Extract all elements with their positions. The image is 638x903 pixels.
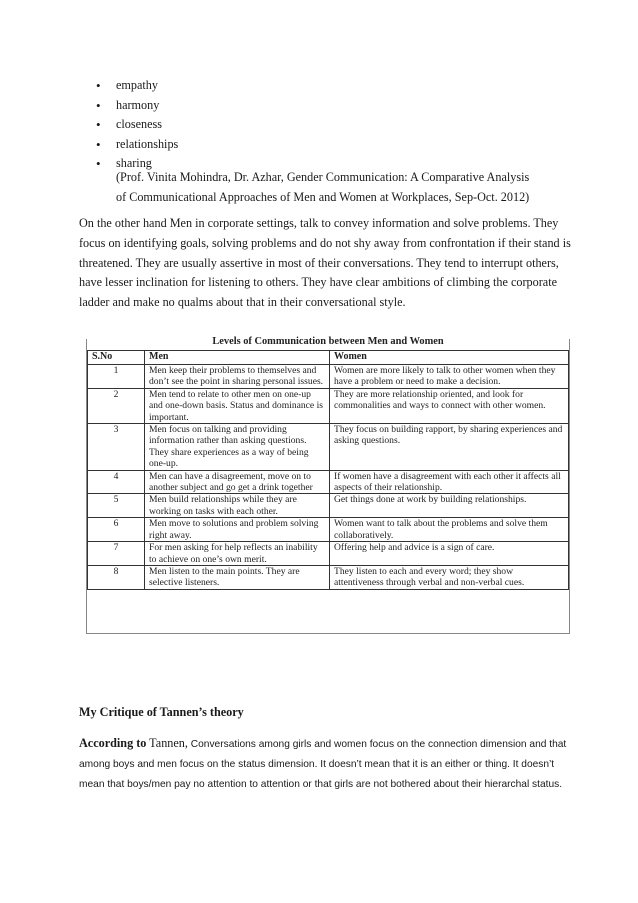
cell-sno: 6: [88, 518, 145, 542]
table-row: [88, 518, 569, 542]
cell-sno: 2: [88, 388, 145, 423]
header-men: Men: [145, 351, 330, 365]
bullet-item: • relationships: [94, 135, 574, 155]
citation: [116, 168, 586, 207]
cell-women: If women have a disagreement with each other it affects all aspects of their relationship.: [330, 470, 569, 494]
cell-men: Men move to solutions and problem solving right away.: [145, 518, 330, 542]
cell-men: For men asking for help reflects an inability to achieve on one’s own merit.: [145, 542, 330, 566]
table-row: [88, 470, 569, 494]
cell-sno: 7: [88, 542, 145, 566]
critique-lead-bold: According to: [79, 736, 147, 750]
table-row: [88, 424, 569, 471]
cell-sno: 1: [88, 365, 145, 389]
critique-heading: My Critique of Tannen’s theory: [79, 705, 244, 719]
header-women: Women: [330, 351, 569, 365]
cell-sno: 8: [88, 565, 145, 589]
critique-body: Conversations among girls and women focus on the connection dimension and that among boys and men focus on the status dimension. It doesn’t mean that it is an either or thing. It doesn’t mean that boys/men pay no attention to attention or that girls are not bothered about their hierarchal status.: [79, 739, 567, 790]
table-row: [88, 565, 569, 589]
critique-paragraph: [79, 734, 569, 794]
bullet-item: • harmony: [94, 96, 574, 116]
bullet-list: [94, 76, 574, 174]
cell-women: Get things done at work by building relationships.: [330, 494, 569, 518]
cell-women: They focus on building rapport, by sharing experiences and asking questions.: [330, 424, 569, 471]
cell-sno: 5: [88, 494, 145, 518]
table-row: [88, 388, 569, 423]
cell-sno: 3: [88, 424, 145, 471]
men-communication-paragraph: On the other hand Men in corporate settings, talk to convey information and solve problems. They focus on identifying goals, solving problems and do not shy away from confrontation if their stand is threatened. They are usually assertive in most of their conversations. They tend to interrupt others, have lesser inclination for listening to others. They have clear ambitions of climbing the corporate ladder and make no qualms about that in their conversational style.: [79, 216, 571, 310]
cell-women: Women want to talk about the problems and solve them collaboratively.: [330, 518, 569, 542]
cell-women: Women are more likely to talk to other women when they have a problem or need to make a decision.: [330, 365, 569, 389]
table-header-row: [88, 351, 569, 365]
citation-line: of Communicational Approaches of Men and Women at Workplaces, Sep-Oct. 2012): [116, 189, 530, 204]
communication-table: [87, 350, 569, 590]
table-row: [88, 542, 569, 566]
table-title: Levels of Communication between Men and Women: [212, 336, 444, 347]
table-row: [88, 494, 569, 518]
bullet-item: • sharing: [94, 154, 574, 174]
cell-women: Offering help and advice is a sign of care.: [330, 542, 569, 566]
cell-men: Men tend to relate to other men on one-up and one-down basis. Status and dominance is important.: [145, 388, 330, 423]
cell-women: They listen to each and every word; they show attentiveness through verbal and non-verbal cues.: [330, 565, 569, 589]
bullet-item: • empathy: [94, 76, 574, 96]
critique-lead-name: Tannen,: [146, 736, 188, 750]
cell-men: Men focus on talking and providing information rather than asking questions. They share experiences as a way of being one-up.: [145, 424, 330, 471]
table-row: [88, 365, 569, 389]
cell-men: Men can have a disagreement, move on to another subject and go get a drink together: [145, 470, 330, 494]
communication-table-figure: [86, 336, 570, 634]
header-sno: S.No: [88, 351, 145, 365]
cell-men: Men listen to the main points. They are selective listeners.: [145, 565, 330, 589]
bullet-item: • closeness: [94, 115, 574, 135]
cell-sno: 4: [88, 470, 145, 494]
cell-women: They are more relationship oriented, and look for commonalities and ways to connect with other women.: [330, 388, 569, 423]
citation-line: (Prof. Vinita Mohindra, Dr. Azhar, Gender Communication: A Comparative Analysis: [116, 170, 530, 184]
cell-men: Men build relationships while they are working on tasks with each other.: [145, 494, 330, 518]
cell-men: Men keep their problems to themselves and don’t see the point in sharing personal issues.: [145, 365, 330, 389]
